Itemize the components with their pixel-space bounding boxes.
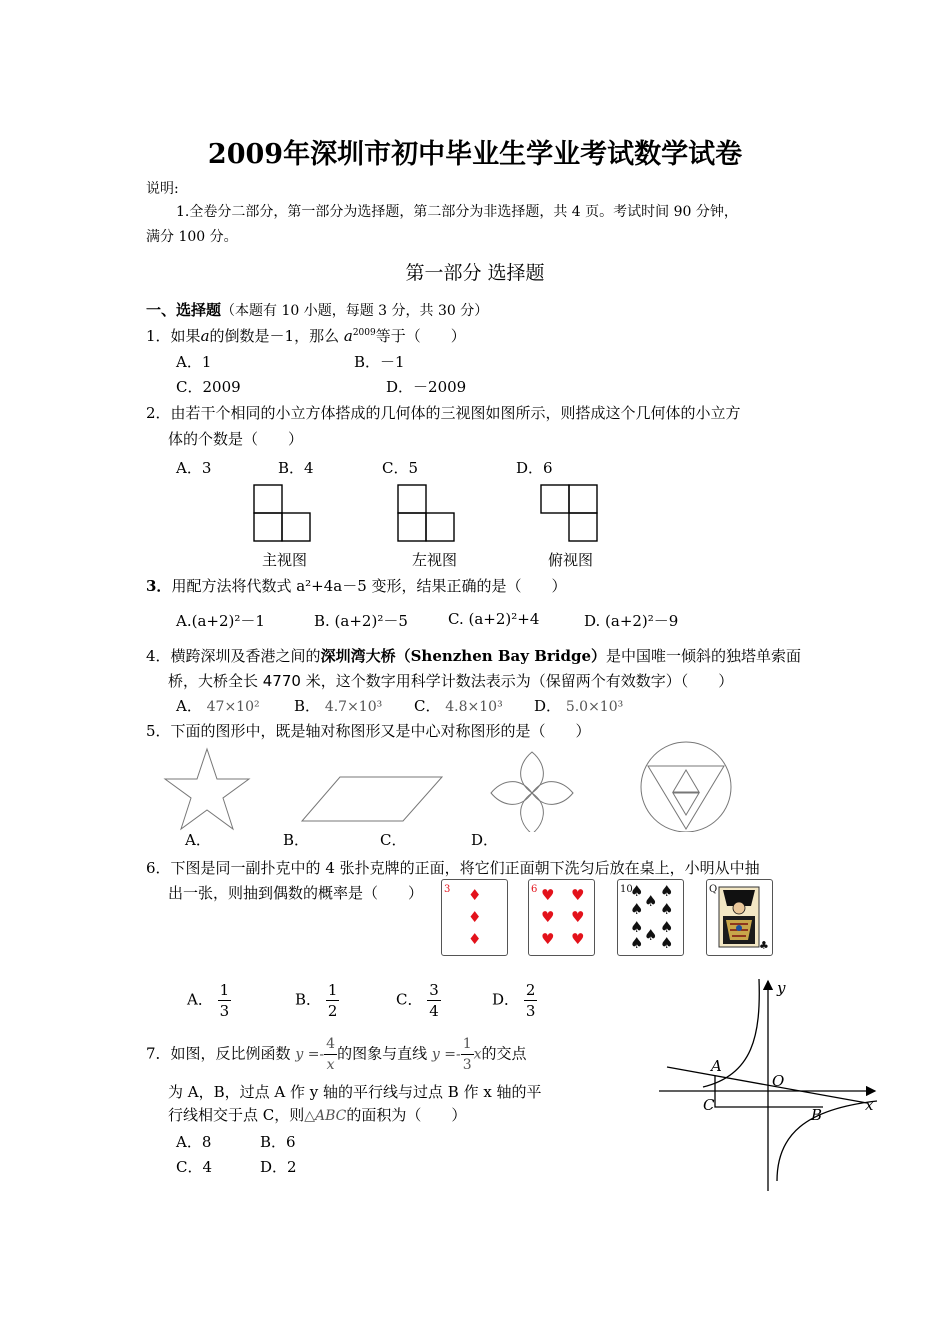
front-view-square (254, 513, 282, 541)
q5-option-d: D． (471, 831, 499, 849)
q2-line-1: 由若干个相同的小立方体搭成的几何体的三视图如图所示，则搭成这个几何体的小立方 (170, 404, 741, 422)
card-rank: 6 (531, 884, 538, 895)
three-views-figure (240, 480, 620, 544)
q2-line-2: 体的个数是（ ） (168, 430, 304, 448)
q1-val: －1，那么 (269, 327, 340, 345)
point-b-label: B (811, 1106, 823, 1124)
q5-option-a: A． (185, 831, 211, 849)
point-c-label: C (703, 1096, 715, 1114)
q7-p1: 如图，反比例函数 (170, 1044, 291, 1063)
frac-num: 1 (327, 981, 338, 999)
left-view-square (426, 513, 454, 541)
fraction-one-third (218, 980, 232, 1021)
frac-den: x (326, 1057, 335, 1073)
q3-option-b: B. (a+2)²－5 (314, 612, 408, 630)
q5-option-b: B． (283, 831, 310, 849)
q4-b-value: 4.7×10³ (324, 699, 383, 715)
q7-f1-fraction (324, 1034, 337, 1075)
q1-num: 1． (146, 327, 171, 345)
y-axis-label: y (777, 979, 786, 997)
q4-option-c (414, 695, 503, 716)
q1-pre: 如果 (170, 327, 201, 345)
playing-card-3-diamonds: 3 ♦ ♦ ♦ (441, 879, 508, 956)
q1-mid: 的倒数是 (209, 327, 270, 345)
origin-label: O (772, 1072, 785, 1090)
section-heading (146, 299, 488, 320)
q7-option-b: B．6 (260, 1133, 296, 1151)
q6-a-label: A． (187, 990, 213, 1009)
q6-d-label: D． (492, 990, 520, 1009)
q7-p2: 的图象与直线 (337, 1044, 428, 1063)
frac-den: 2 (327, 1002, 338, 1020)
q6-c-label: C． (396, 990, 423, 1009)
front-view-label: 主视图 (262, 551, 308, 569)
question-5 (146, 720, 591, 741)
q6-option-c (396, 980, 441, 1021)
q3-text: 用配方法将代数式 a²+4a－5 变形，结果正确的是（ ） (171, 577, 567, 595)
frac-num: 1 (461, 1034, 474, 1055)
q5-num: 5． (146, 722, 171, 740)
left-view-square (398, 485, 426, 513)
q6-option-b (295, 980, 339, 1021)
x-axis-label: x (865, 1096, 874, 1114)
frac-den: 4 (429, 1002, 439, 1020)
q5-option-c: C． (380, 831, 407, 849)
q6-b-label: B． (295, 990, 322, 1009)
q7-f2-fraction (461, 1034, 474, 1075)
q4-c-label: C． (414, 697, 441, 715)
q3-num: 3． (146, 577, 172, 595)
frac-den: 3 (219, 1002, 230, 1020)
q4-line-2: 桥，大桥全长 4770 米，这个数字用科学计数法表示为（保留两个有效数字）（ ） (168, 672, 734, 690)
q6-num: 6． (146, 859, 171, 877)
q1-option-d: D．－2009 (386, 378, 467, 396)
q4-d-value: 5.0×10³ (565, 699, 624, 715)
left-view-square (398, 513, 426, 541)
q7-line-3 (168, 1104, 466, 1125)
q4-a-value: 47×10² (206, 699, 260, 715)
q1-option-c: C．2009 (176, 378, 241, 396)
question-1 (146, 325, 466, 346)
card-rank: 3 (444, 884, 451, 895)
question-4 (146, 645, 801, 666)
q4-post: 是中国唯一倾斜的独塔单索面 (606, 647, 802, 665)
q4-num: 4． (146, 647, 171, 665)
q2-option-b: B．4 (278, 459, 314, 477)
card-rank: 10 (620, 884, 633, 895)
frac-num: 1 (219, 981, 230, 999)
question-3 (146, 575, 567, 596)
frac-num: 3 (429, 981, 439, 999)
q4-b-label: B． (294, 697, 321, 715)
q7-f2-var: x (473, 1046, 482, 1063)
q1-post: 等于（ ） (375, 327, 466, 345)
q3-option-c: C. (a+2)²+4 (448, 610, 540, 628)
q7-option-a: A．8 (176, 1133, 212, 1151)
q1-pow-exp: 2009 (352, 328, 376, 338)
line-y-neg-third-x (667, 1067, 867, 1103)
q6-line-2: 出一张，则抽到偶数的概率是（ ） (168, 884, 424, 902)
section-desc: （本题有 10 小题，每题 3 分，共 30 分） (221, 303, 489, 319)
q1-option-b: B．－1 (354, 353, 405, 371)
q4-pre: 横跨深圳及香港之间的 (170, 647, 321, 665)
q3-option-a: A.(a+2)²－1 (176, 612, 265, 630)
q4-option-a (176, 695, 260, 716)
q7-option-c: C．4 (176, 1158, 213, 1176)
playing-card-10-spades: 10 ♠ ♠ ♠ ♠ ♠ ♠ ♠ ♠ ♠ ♠ (617, 879, 684, 956)
star-shape (165, 749, 249, 829)
q7-line-3c: 的面积为（ ） (346, 1106, 467, 1124)
q7-f2-lhs: y =- (431, 1046, 461, 1063)
q7-line-3a: 行线相交于点 C，则 (168, 1106, 305, 1124)
page-title: 2009年深圳市初中毕业生学业考试数学试卷 (207, 139, 743, 170)
q2-option-d: D．6 (516, 459, 553, 477)
q4-c-value: 4.8×10³ (445, 699, 503, 715)
frac-num: 2 (525, 981, 536, 999)
q2-num: 2． (146, 404, 171, 422)
frac-den: 3 (525, 1002, 536, 1020)
q4-d-label: D． (534, 697, 562, 715)
fraction-two-thirds (524, 980, 538, 1021)
q4-a-label: A． (176, 697, 202, 715)
q5-text: 下面的图形中，既是轴对称图形又是中心对称图形的是（ ） (170, 722, 591, 740)
part1-title: 第一部分 选择题 (405, 262, 545, 284)
parallelogram-shape (302, 777, 442, 821)
q1-pow-base: a (343, 327, 353, 345)
q7-triangle-abc: △ABC (304, 1108, 347, 1124)
q7-p3: 的交点 (481, 1044, 527, 1063)
q4-bridge-name: 深圳湾大桥 (320, 647, 396, 665)
fraction-three-quarters (427, 980, 441, 1021)
left-view-label: 左视图 (412, 551, 458, 569)
front-view-square (254, 485, 282, 513)
four-petal-shape (491, 752, 573, 832)
frac-num: 4 (324, 1034, 337, 1055)
playing-card-6-hearts: 6 ♥ ♥ ♥ ♥ ♥ ♥ (528, 879, 595, 956)
q5-shapes-figure (150, 740, 770, 832)
circle-triangle-shape (641, 742, 731, 832)
section-head: 一、选择题 (146, 301, 222, 319)
frac-den: 3 (462, 1057, 472, 1073)
question-6 (146, 857, 760, 878)
note-label: 说明: (146, 181, 179, 197)
question-2 (146, 402, 741, 423)
front-view-square (282, 513, 310, 541)
fraction-one-half (326, 980, 340, 1021)
q7-num: 7． (146, 1044, 171, 1063)
q4-bridge-english: （Shenzhen Bay Bridge） (395, 647, 606, 665)
question-7 (146, 1034, 527, 1075)
q3-option-d: D. (a+2)²－9 (584, 612, 679, 630)
top-view-label: 俯视图 (548, 551, 594, 569)
q7-line-2: 为 A，B，过点 A 作 y 轴的平行线与过点 B 作 x 轴的平 (168, 1083, 542, 1101)
q7-f1-lhs: y =- (295, 1046, 325, 1063)
playing-card-queen-clubs: Q ♣ (706, 879, 773, 956)
note-line-1: 1.全卷分二部分，第一部分为选择题，第二部分为非选择题，共 4 页。考试时间 90 分钟， (176, 204, 738, 220)
q7-coordinate-graph (655, 975, 885, 1195)
q4-option-d (534, 695, 623, 716)
q2-option-c: C．5 (382, 459, 419, 477)
top-view-square (541, 485, 569, 513)
q4-option-b (294, 695, 382, 716)
q7-option-d: D．2 (260, 1158, 297, 1176)
q6-line-1: 下图是同一副扑克中的 4 张扑克牌的正面，将它们正面朝下洗匀后放在桌上，小明从中抽 (170, 859, 760, 877)
top-view-square (569, 485, 597, 513)
queen-face-picture (718, 886, 760, 948)
q1-var: a (200, 327, 210, 345)
q6-option-a (187, 980, 231, 1021)
q1-option-a: A．1 (176, 353, 212, 371)
card-rank: Q (709, 884, 718, 895)
point-a-label: A (711, 1057, 722, 1075)
q6-option-d (492, 980, 537, 1021)
note-line-2: 满分 100 分。 (146, 229, 238, 245)
q2-option-a: A．3 (176, 459, 212, 477)
hyperbola-branch-lower (777, 1101, 877, 1181)
top-view-square (569, 513, 597, 541)
